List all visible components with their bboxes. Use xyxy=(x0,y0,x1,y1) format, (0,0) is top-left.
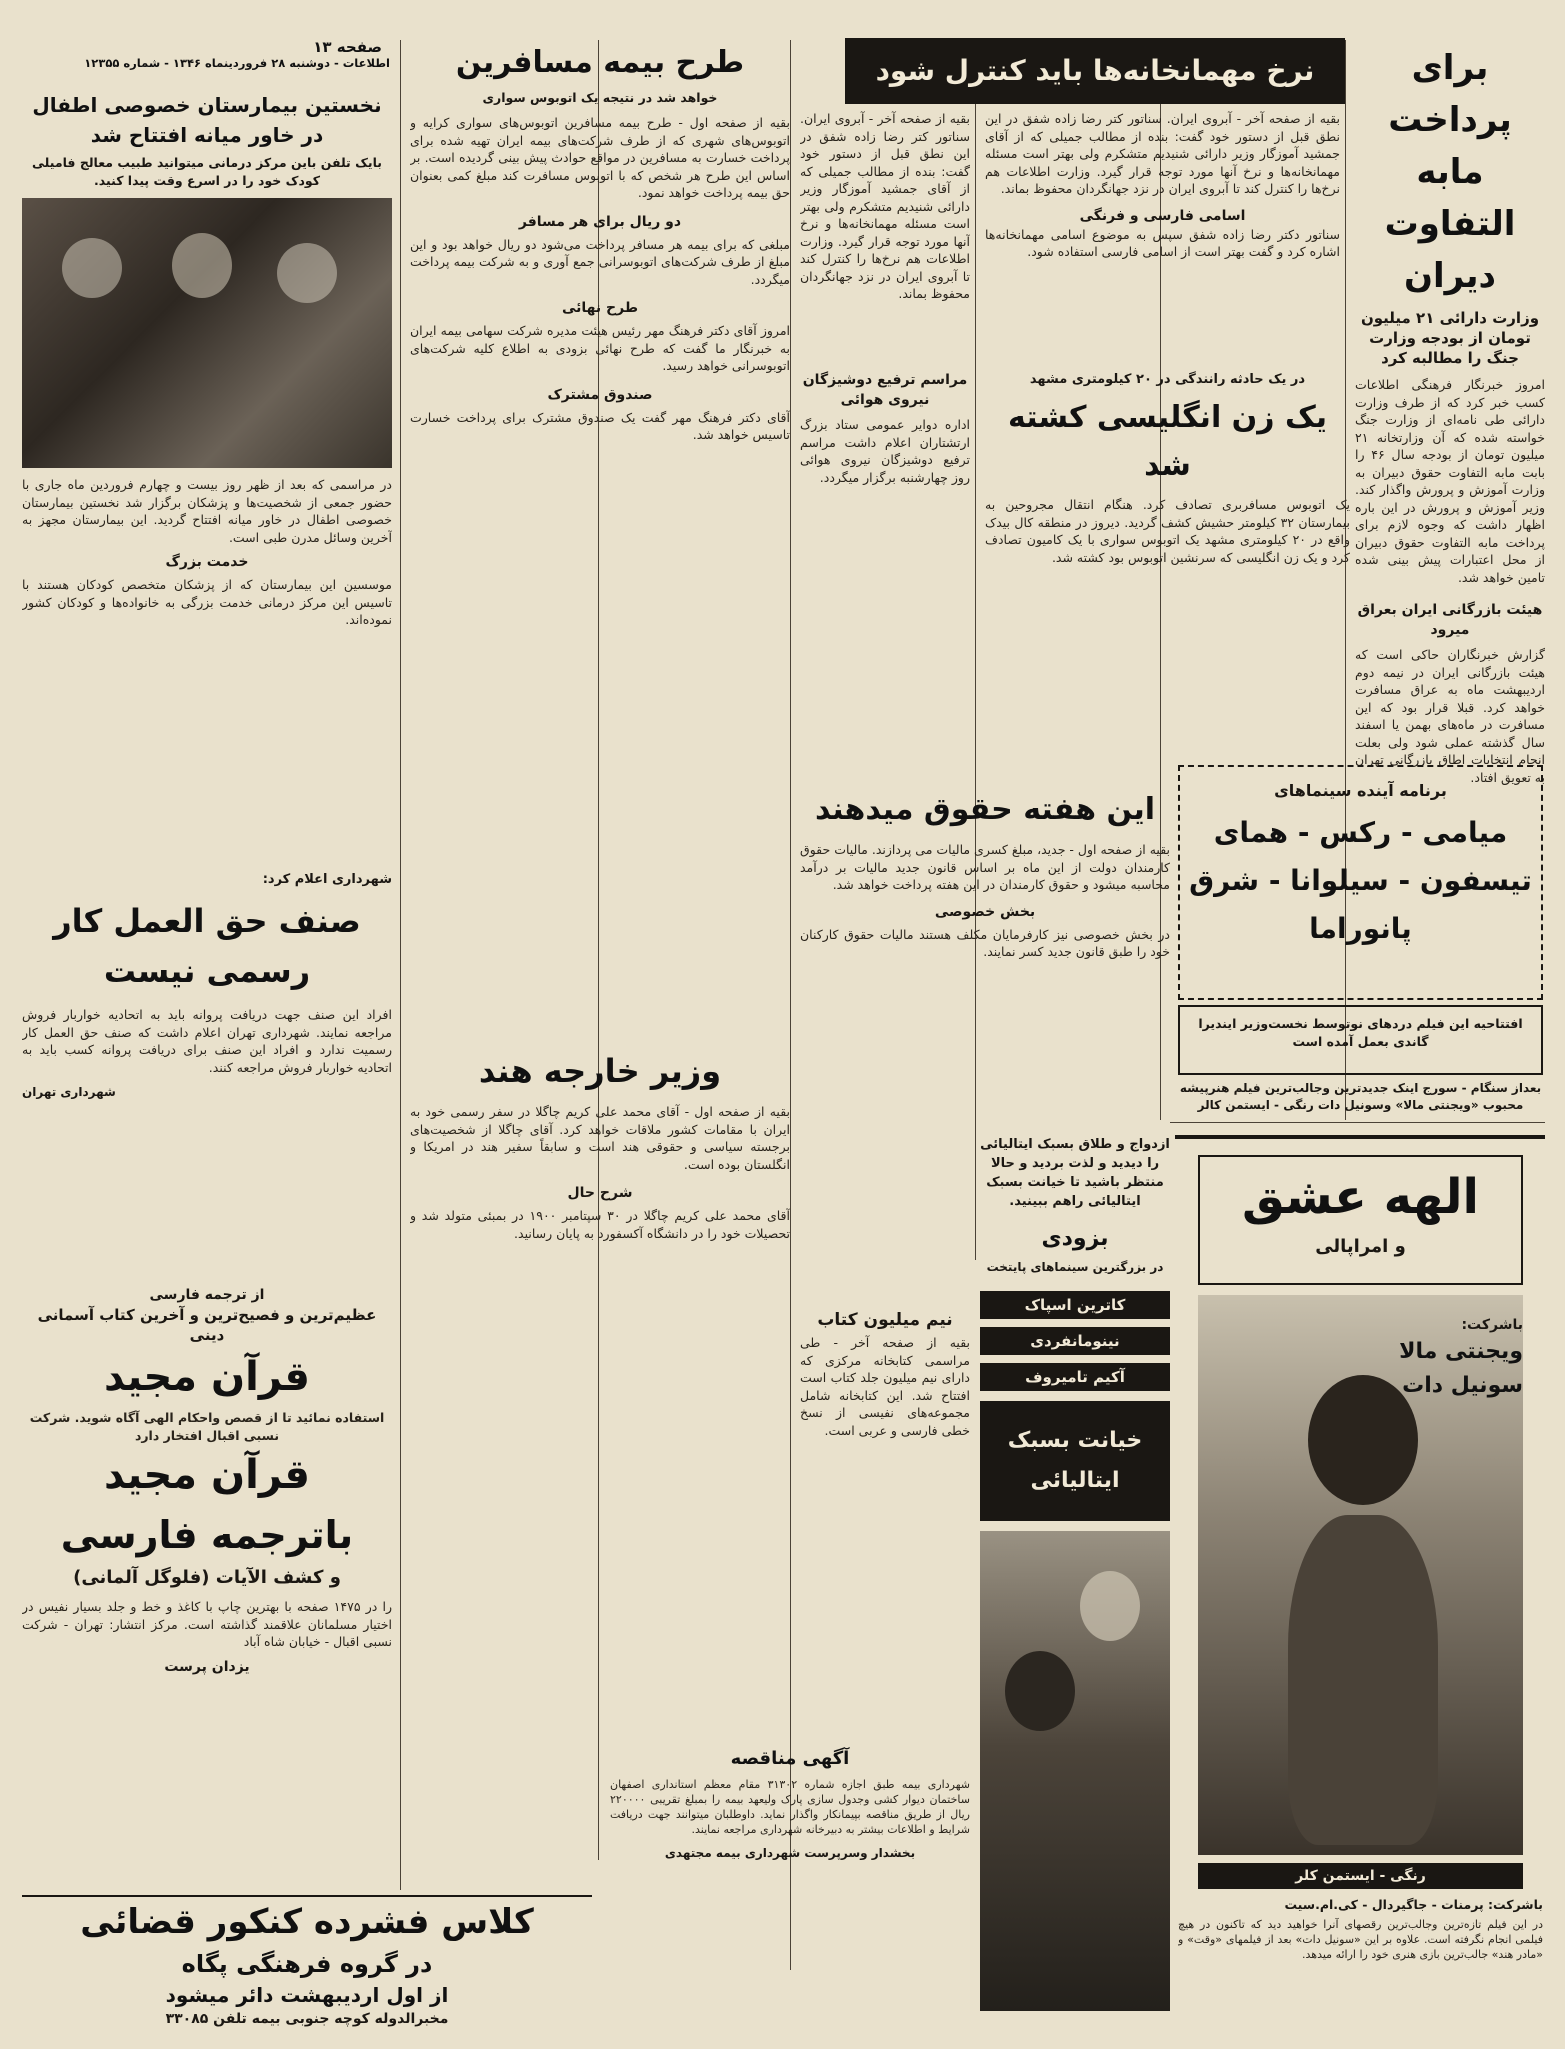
headline: طرح بیمه مسافرین xyxy=(455,45,745,80)
subheadline: وزارت دارائی ۲۱ میلیون تومان از بودجه وزارت جنگ را مطالبه کرد xyxy=(1360,309,1540,367)
article-body-names: سناتور دکتر رضا زاده شفق سپس به موضوع اسامی مهمانخانه‌ها اشاره کرد و گفت بهتر است از اسامی فارسی استفاده شود. xyxy=(985,226,1340,259)
notice-signature: شهرداری تهران xyxy=(22,1085,116,1099)
ad-where: در بزرگترین سینماهای پایتخت xyxy=(986,1260,1164,1274)
tender-body: شهرداری بیمه طبق اجازه شماره ۳۱۳۰۲ مقام معظم استانداری اصفهان ساختمان دیوار کشی وجدول سازی پارک ولیعهد بیمه را بمبلغ تقریبی ۲۲۰۰۰۰ ریال از طریق مناقصه بپیمانکار واگذار نماید. داوطلبان میتوانند جهت دریافت شرایط و اطلاعات بیشتر به دبیرخانه شهرداری مراجعه نمایند. xyxy=(610,1778,970,1836)
headline: وزیر خارجه هند xyxy=(478,1052,722,1090)
tender-signature: بخشدار وسرپرست شهرداری بیمه مجتهدی xyxy=(664,1846,916,1860)
figure xyxy=(62,238,122,298)
headline: نرخ مهمانخانه‌ها باید کنترل شود xyxy=(875,54,1315,87)
headline: صنف حق العمل کار رسمی نیست xyxy=(53,902,361,990)
actor-1: کاترین اسپاک xyxy=(980,1291,1170,1319)
actor-3: آکیم تامیروف xyxy=(980,1363,1170,1391)
subheadline: بایک تلفن باین مرکز درمانی میتوانید طبیب معالج فامیلی کودک خود را در اسرع وقت پیدا کنید. xyxy=(32,155,382,188)
article-body-final: امروز آقای دکتر فرهنگ مهر رئیس هیئت مدیره شرکت سهامی بیمه ایران به خبرنگار ما گفت که طرح نهائی بزودی به اطلاع کلیه شرکت‌های اتوبوسرانی خواهد رسید. xyxy=(410,323,790,373)
subheadline: شرح حال xyxy=(567,1185,633,1201)
cinema-note-box xyxy=(1178,1005,1543,1075)
article-body: بقیه از صفحه آخر - طی مراسمی کتابخانه مرکزی که دارای نیم میلیون جلد کتاب است افتتاح شد. این کتابخانه شامل مجموعه‌های نفیسی از نسخ خطی فارسی و عربی است. xyxy=(800,1335,970,1438)
headline: نیم میلیون کتاب xyxy=(817,1310,953,1330)
article-body-fee: مبلغی که برای بیمه هر مسافر پرداخت می‌شود دو ریال خواهد بود و این مبلغ از طرف شرکت‌های اتوبوسرانی جمع آوری و به شرکت بیمه پرداخت میگردد. xyxy=(410,236,790,287)
ad-text: ازدواج و طلاق بسبک ایتالیائی را دیدید و لذت بردید و حالا منتظر باشید تا خیانت بسبک ایتالیائی راهم ببینید. xyxy=(980,1137,1170,1209)
article-body: بقیه از صفحه اول - جدید، مبلغ کسری مالیات می پردازند. مالیات حقوق کارمندان دولت از این ماه بر اساس قانون جدید مالیات بر درآمد محاسبه میشود و حقوق کارمندان در این هفته پرداخت خواهد شد. xyxy=(800,842,1170,892)
article-body-cont: بقیه از صفحه آخر - آبروی ایران. سناتور کتر رضا زاده شفق در این نطق قبل از دستور خود گفت: بنده از مطالب جمیلی که از آقای جمشید آموزگار وزیر دارائی شنیدیم متشکرم ولی بهتر است مسئله مهمانخانه‌ها و نرخ آنها مورد توجه قرار گیرد. وزارت اطلاعات هم نرخ‌ها را کنترل کند تا آبروی ایران در نزد جهانگردان محفوظ بماند. xyxy=(800,111,970,301)
film-ad-italian xyxy=(980,1135,1170,2035)
article-hotel-rates-headline xyxy=(845,38,1345,104)
figure xyxy=(172,233,232,298)
issue-line: اطلاعات - دوشنبه ۲۸ فروردینماه ۱۳۴۶ - شماره ۱۲۳۵۵ xyxy=(84,56,390,70)
film-title-box xyxy=(1198,1155,1523,1285)
figure-head xyxy=(1080,1571,1140,1641)
subheadline-final: طرح نهائی xyxy=(561,300,639,316)
figure-body xyxy=(1288,1515,1438,1845)
quran-sub: و کشف الآیات (فلوگل آلمانی) xyxy=(73,1567,341,1588)
quran-body: استفاده نمائید تا از قصص واحکام الهی آگاه شوید. شرکت نسبی اقبال افتخار دارد xyxy=(29,1410,385,1443)
cast-1: ویجنتی مالا xyxy=(1399,1339,1523,1364)
cinema-names-1: میامی - رکس - همای xyxy=(1213,816,1508,849)
cinema-names-3: پانوراما xyxy=(1309,912,1412,945)
article-salaries xyxy=(800,785,1170,1115)
quran-ad xyxy=(22,1285,392,1885)
article-children-hospital xyxy=(22,90,392,860)
class-sub: در گروه فرهنگی پگاه xyxy=(181,1950,433,1978)
quran-title-3: باترجمه فارسی xyxy=(60,1513,354,1557)
column-rule xyxy=(400,40,401,1890)
subheadline-service: خدمت بزرگ xyxy=(165,554,249,570)
article-body: بقیه از صفحه آخر - آبروی ایران. سناتور کتر رضا زاده شفق در این نطق قبل از دستور خود گفت: بنده از مطالب جمیلی که از آقای جمشید آموزگار وزیر دارائی شنیدیم متشکرم ولی بهتر است مسئله مهمانخانه‌ها و نرخ آنها مورد توجه قرار گیرد. وزارت اطلاعات هم نرخ‌ها را کنترل کند تا آبروی ایران در نزد جهانگردان محفوظ بماند. xyxy=(985,111,1340,196)
film-title: الهه عشق xyxy=(1242,1169,1479,1225)
cast-2: سونیل دات xyxy=(1402,1373,1523,1398)
film-subtitle: و امراپالی xyxy=(1315,1236,1406,1257)
cast-label: باشرکت: xyxy=(1461,1317,1523,1333)
tender-notice xyxy=(610,1745,970,1975)
italian-photo xyxy=(980,1531,1170,2011)
article-body-private: در بخش خصوصی نیز کارفرمایان مکلف هستند مالیات حقوق کارکنان خود را طبق قانون جدید کسر نمایند. xyxy=(800,926,1170,959)
article-air-force xyxy=(800,370,970,770)
figure-head xyxy=(1005,1651,1075,1731)
article-body-service: موسسین این بیمارستان که از پزشکان متخصص کودکان هستند با تاسیس این مرکز درمانی خدمت بزرگی به خانواده‌ها و کودکان کشور نموده‌اند. xyxy=(22,577,392,627)
municipality-notice xyxy=(22,870,392,1270)
cinema-ad xyxy=(1178,765,1543,1000)
cinema-desc-text: بعداز سنگام - سورج اینک جدیدترین وجالب‌ترین فیلم هنرپیشه محبوب «ویجنتی مالا» وسونیل دات رنگی - ایستمن کالر xyxy=(1179,1081,1542,1112)
quran-line1: از ترجمه فارسی xyxy=(149,1287,265,1303)
figure xyxy=(277,243,337,303)
subheadline: بخش خصوصی xyxy=(934,903,1036,920)
subheadline-fee: دو ریال برای هر مسافر xyxy=(518,213,682,230)
class-ad xyxy=(22,1895,592,2035)
cinema-names-2: تیسفون - سیلوانا - شرق xyxy=(1189,864,1532,897)
article-indian-fm xyxy=(410,1045,790,1725)
headline: یک زن انگلیسی کشته شد xyxy=(1008,400,1327,483)
subheadline-trade: هیئت بازرگانی ایران بعراق میرود xyxy=(1357,602,1543,638)
film-cast xyxy=(1178,1315,1543,1465)
article-passenger-insurance xyxy=(410,38,790,1038)
article-body-trade: گزارش خبرنگاران حاکی است که هیئت بازرگانی ایران در نیمه دوم اردیبهشت ماه به عراق مسافرت خواهد کرد. قبلا قرار بود که این مسافرت در ماه‌های بهمن یا اسفند سال گذشته عملی شود ولی بعلت انجام انتخابات اطاق بازرگانی تهران به تعویق افتاد. xyxy=(1355,647,1545,785)
subheadline: در یک حادثه رانندگی در ۲۰ کیلومتری مشهد xyxy=(1029,372,1306,387)
article-body-fund: آقای دکتر فرهنگ مهر گفت یک صندوق مشترک برای پرداخت خسارت تاسیس خواهد شد. xyxy=(410,409,790,442)
subheadline: خواهد شد در نتیجه یک اتوبوس سواری xyxy=(482,90,718,105)
notice-body: افراد این صنف جهت دریافت پروانه باید به اتحادیه خواربار فروش مراجعه نمایند. شهرداری تهران اعلام داشت که صنف حق العمل کار رسمیت ندارد و افراد این صنف برای دریافت پروانه کسب باید به اتحادیه خواربار فروش مراجعه کنند. xyxy=(22,1007,392,1075)
article-body: اداره دوایر عمومی ستاد بزرگ ارتشتاران اعلام داشت مراسم ترفیع دوشیزگان نیروی هوائی روز چهارشنبه برگزار میگردد. xyxy=(800,417,970,485)
article-body: بقیه از صفحه اول - طرح بیمه مسافرین اتوبوس‌های سواری کرایه و اتوبوس‌های شهری که از طرف شرکت‌های بیمه ایران تهیه شده برای پرداخت خسارت به مسافرین در مواقع حوادث پیش بینی گردیده است. بر اساس این طرح هر شخص که با اتوبوس مسافرت کند مبلغ کمی بعنوان حق بیمه پرداخت خواهد نمود. xyxy=(410,115,790,200)
article-body: بقیه از صفحه اول - آقای محمد علی کریم چاگلا در سفر رسمی خود به ایران با مقامات کشور ملاقات خواهد کرد. آقای چاگلا از شخصیت‌های برجسته سیاسی و حقوقی هند است و سابقاً سفیر هند در امریکا و انگلستان بوده است. xyxy=(410,1104,790,1172)
hospital-photo xyxy=(22,198,392,468)
subheadline-fund: صندوق مشترک xyxy=(547,386,653,403)
cinema-title: برنامه آینده سینماهای xyxy=(1274,781,1447,800)
page-number: صفحه ۱۳ xyxy=(313,38,382,56)
cinema-note: افتتاحیه این فیلم دردهای نوتوسط نخست‌وزیر ایندیرا گاندی بعمل آمده است xyxy=(1198,1016,1523,1049)
quran-desc: را در ۱۴۷۵ صفحه با بهترین چاپ با کاغذ و خط و جلد بسیار نفیس در اختیار مسلمانان علاقمند گذاشته است. مرکز انتشار: تهران - شرکت نسبی اقبال - خیابان شاه آباد xyxy=(22,1599,392,1649)
article-hotel-cont xyxy=(800,110,970,360)
class-title: کلاس فشرده کنکور قضائی xyxy=(80,1902,534,1942)
article-hotel-rates xyxy=(985,110,1340,360)
film-color-note: رنگی - ایستمن کلر xyxy=(1198,1863,1523,1889)
article-body: امروز خبرنگار فرهنگی اطلاعات کسب خبر کرد که از طرف وزارت دارائی طی نامه‌ای از وزارت جنگ خواسته شده که آن وزارتخانه ۲۱ میلیون تومان از بودجه سال ۴۶ را بابت مابه التفاوت حقوق دبیران به وزارت آموزش و پرورش واگذار کند. وزیر آموزش و پرورش در این باره اظهار داشت که وجوه لازم برای پرداخت مابه التفاوت حقوق دبیران از محل اعتبارات پیش بینی شده تامین خواهد شد. xyxy=(1355,377,1545,585)
ad-soon: بزودی xyxy=(1041,1226,1109,1251)
article-body: در مراسمی که بعد از ظهر روز بیست و چهارم فروردین ماه جاری با حضور جمعی از شخصیت‌ها و پزشکان برگزار شد نخستین بیمارستان خصوصی اطفال در خاور میانه افتتاح گردید. این بیمارستان مجهز به آخرین وسائل مدرن طبی است. xyxy=(22,477,392,545)
notice-label: شهرداری اعلام کرد: xyxy=(262,872,392,887)
article-body: یک اتوبوس مسافربری تصادف کرد. هنگام انتقال مجروحین به بیمارستان ۳۲ کیلومتر حشیش کشف گردید. دیروز در منطقه کال بیدک واقع در ۲۰ کیلومتری مشهد یک اتوبوس سواری با یک کامیون تصادف کرد و یک زن انگلیسی که سرنشین اتوبوس بود کشته شد. xyxy=(985,497,1350,565)
subheadline: اسامی فارسی و فرنگی xyxy=(1079,207,1246,224)
headline: نخستین بیمارستان خصوصی اطفال در خاور میانه افتتاح شد xyxy=(32,93,382,147)
headline: این هفته حقوق میدهند xyxy=(814,792,1156,827)
tender-title: آگهی مناقصه xyxy=(730,1748,850,1769)
film-title: خیانت بسبک ایتالیائی xyxy=(980,1401,1170,1521)
article-books xyxy=(800,1310,970,1740)
class-date: از اول اردیبهشت دائر میشود xyxy=(165,1983,449,2007)
article-english-woman xyxy=(985,370,1350,770)
film-bottom-cast: باشرکت: پرمنات - جاگیردال - کی.ام.سیت xyxy=(1284,1897,1543,1912)
masthead xyxy=(20,38,390,82)
column-rule xyxy=(790,40,791,1970)
headline: برای پرداخت مابه التفاوت دیران xyxy=(1384,48,1516,296)
quran-title: قرآن مجید xyxy=(104,1354,310,1400)
film-bottom-desc: در این فیلم تازه‌ترین وجالب‌ترین رقصهای آنرا خواهید دید که تاکنون در هیچ فیلمی انجام نگرفته است. علاوه بر این «سونیل دات» بعد از فیلمهای «وقت» و «مادر هند» جالب‌ترین بازی هنری خود را ارائه میدهد. xyxy=(1178,1918,1543,1961)
class-address: مخبرالدوله کوچه جنوبی بیمه تلفن ۳۳۰۸۵ xyxy=(165,2011,449,2027)
film-ad-goddess-of-love xyxy=(1178,1135,1543,2035)
article-body-bio: آقای محمد علی کریم چاگلا در ۳۰ سپتامبر ۱۹۰۰ در بمبئی متولد شد و تحصیلات خود را در دانشگاه آکسفورد به پایان رسانید. xyxy=(410,1208,790,1241)
row-rule xyxy=(1170,1122,1545,1123)
cinema-desc xyxy=(1178,1080,1543,1120)
subheadline: مراسم ترفیع دوشیزگان نیروی هوائی xyxy=(802,372,968,408)
actor-2: نینومانفردی xyxy=(980,1327,1170,1355)
quran-signature: یزدان پرست xyxy=(164,1658,250,1675)
quran-line2: عظیم‌ترین و فصیح‌ترین و آخرین کتاب آسمانی دینی xyxy=(37,1306,377,1344)
quran-title-2: قرآن مجید xyxy=(104,1452,310,1498)
